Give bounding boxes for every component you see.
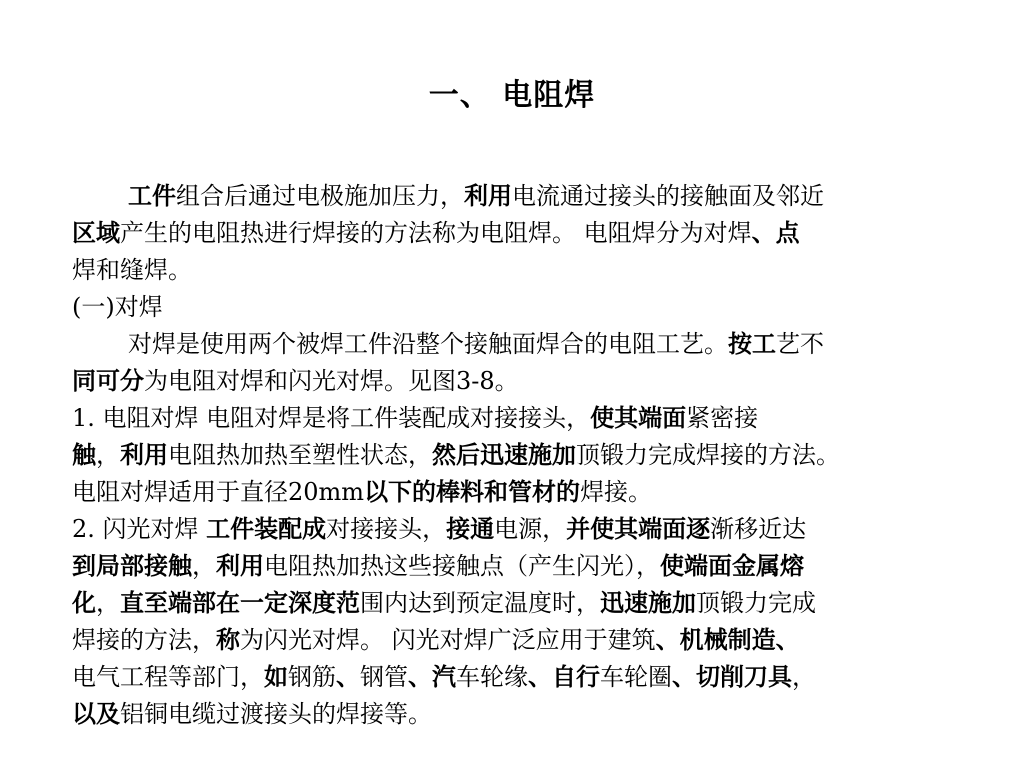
text-segment: 焊接的方法， [72, 626, 216, 654]
bold-text-segment: 按工 [728, 330, 776, 358]
text-segment: 电源， [494, 515, 567, 543]
bold-text-segment: 触 [72, 441, 96, 469]
text-line [72, 659, 982, 696]
text-line [72, 585, 982, 622]
bold-text-segment: 、 [336, 663, 360, 691]
text-line [72, 437, 982, 474]
bold-text-segment: 工件装配成 [206, 515, 327, 543]
slide-title: 一、 电阻焊 [428, 78, 596, 113]
text-segment: 对焊是使用两个被焊工件沿整个接触面焊合的电阻工艺。 [128, 330, 728, 358]
text-line [72, 696, 982, 733]
bold-text-segment: 直至端部在一定深度范 [120, 589, 360, 617]
text-segment: 电阻热加热至塑性状态， [168, 441, 432, 469]
text-segment: 钢筋 [288, 663, 336, 691]
bold-text-segment: 以及 [72, 700, 120, 728]
text-segment: 紧密接 [686, 404, 759, 432]
text-segment: ， [96, 589, 120, 617]
text-line [72, 363, 982, 400]
bold-text-segment: 利用 [216, 552, 264, 580]
text-line [72, 474, 982, 511]
text-line [72, 289, 982, 326]
text-segment: 电阻对焊适用于直径20mm [72, 478, 365, 506]
text-line [72, 511, 982, 548]
text-segment: 艺不 [776, 330, 824, 358]
bold-text-segment: 同可分 [72, 367, 144, 395]
text-segment: 电气工程等部门， [72, 663, 264, 691]
bold-text-segment: 接通 [446, 515, 495, 543]
bold-text-segment: 到局部接触 [72, 552, 192, 580]
text-segment: (一)对焊 [72, 293, 163, 321]
bold-text-segment: 以下的棒料和管材的 [364, 478, 581, 506]
text-segment: 钢管 [360, 663, 408, 691]
text-segment: 组合后通过电极施加压力， [176, 182, 464, 210]
text-line [72, 215, 982, 252]
bold-text-segment: 如 [264, 663, 288, 691]
text-line [72, 326, 982, 363]
text-segment: 焊接。 [580, 478, 653, 506]
text-segment: 铝铜电缆过渡接头的焊接等。 [120, 700, 432, 728]
bold-text-segment: 迅速施加 [600, 589, 696, 617]
text-segment: 电流通过接头的接触面及邻近 [512, 182, 824, 210]
text-segment: 为电阻对焊和闪光对焊。见图3-8。 [144, 367, 519, 395]
text-segment: ， [192, 552, 216, 580]
text-line [72, 548, 982, 585]
bold-text-segment: 利用 [464, 182, 512, 210]
bold-text-segment: 并使其端面逐 [566, 515, 711, 543]
bold-text-segment: 称 [216, 626, 240, 654]
text-segment: 2. 闪光对焊 [72, 515, 207, 543]
text-line [72, 178, 982, 215]
bold-text-segment: 使其端面 [590, 404, 687, 432]
text-segment: 顶锻力完成 [696, 589, 816, 617]
text-segment: 焊和缝焊。 [72, 256, 192, 284]
bold-text-segment: 、切削刀具 [672, 663, 792, 691]
text-segment: 围内达到预定温度时， [360, 589, 600, 617]
bold-text-segment: 、机械制造、 [655, 626, 800, 654]
text-segment: 对接接头， [326, 515, 447, 543]
slide-body [72, 178, 982, 733]
bold-text-segment: 、点 [751, 219, 800, 247]
text-segment: ， [792, 663, 816, 691]
text-line [72, 622, 982, 659]
bold-text-segment: 工件 [128, 182, 176, 210]
bold-text-segment: 然后迅速施加 [432, 441, 576, 469]
bold-text-segment: 、汽 [408, 663, 456, 691]
text-line [72, 400, 982, 437]
bold-text-segment: 、自行 [528, 663, 600, 691]
text-segment: 为闪光对焊。 闪光对焊广泛应用于建筑 [240, 626, 656, 654]
text-line [72, 252, 982, 289]
bold-text-segment: 使端面金属熔 [660, 552, 804, 580]
text-segment: 渐移近达 [710, 515, 807, 543]
text-segment: 顶锻力完成焊接的方法。 [576, 441, 840, 469]
bold-text-segment: 化 [72, 589, 96, 617]
text-segment: 产生的电阻热进行焊接的方法称为电阻焊。 电阻焊分为对焊 [120, 219, 752, 247]
text-segment: 车轮缘 [456, 663, 528, 691]
text-segment: ， [96, 441, 120, 469]
text-segment: 电阻热加热这些接触点（产生闪光）， [264, 552, 660, 580]
bold-text-segment: 利用 [120, 441, 168, 469]
bold-text-segment: 区域 [72, 219, 120, 247]
text-segment: 车轮圈 [600, 663, 672, 691]
text-segment: 1. 电阻对焊 电阻对焊是将工件装配成对接接头， [72, 404, 591, 432]
